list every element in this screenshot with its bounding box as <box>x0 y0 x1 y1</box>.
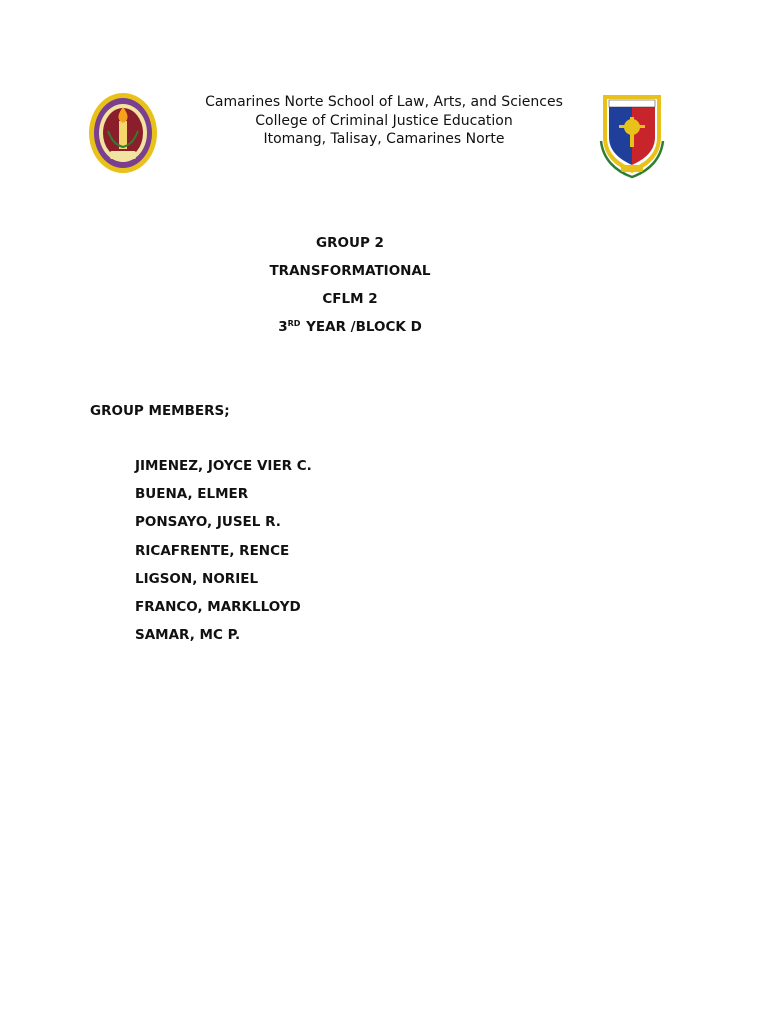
school-address: Itomang, Talisay, Camarines Norte <box>263 131 505 147</box>
group-members-label: GROUP MEMBERS; <box>90 403 230 419</box>
college-name: College of Criminal Justice Education <box>255 112 513 129</box>
topic-title: TRANSFORMATIONAL <box>269 263 431 279</box>
member-name: PONSAYO, JUSEL R. <box>135 514 281 531</box>
year-ordinal: RD <box>287 319 301 328</box>
member-name: FRANCO, MARKLLOYD <box>135 598 301 615</box>
group-title: GROUP 2 <box>316 235 384 251</box>
year-number: 3 <box>278 319 288 335</box>
college-shield-icon <box>597 91 667 179</box>
title-block <box>200 235 500 347</box>
year-block-text: YEAR /BLOCK D <box>301 319 422 335</box>
member-name: LIGSON, NORIEL <box>135 570 259 587</box>
document-header <box>200 93 568 149</box>
member-name: BUENA, ELMER <box>135 486 249 503</box>
members-list <box>135 458 312 655</box>
school-name: Camarines Norte School of Law, Arts, and Sciences <box>205 94 563 110</box>
member-name: RICAFRENTE, RENCE <box>135 542 290 559</box>
member-name: JIMENEZ, JOYCE VIER C. <box>135 458 312 474</box>
school-seal-icon <box>88 91 158 175</box>
year-block-title <box>200 319 500 347</box>
course-title: CFLM 2 <box>322 291 378 307</box>
member-name: SAMAR, MC P. <box>135 627 241 644</box>
